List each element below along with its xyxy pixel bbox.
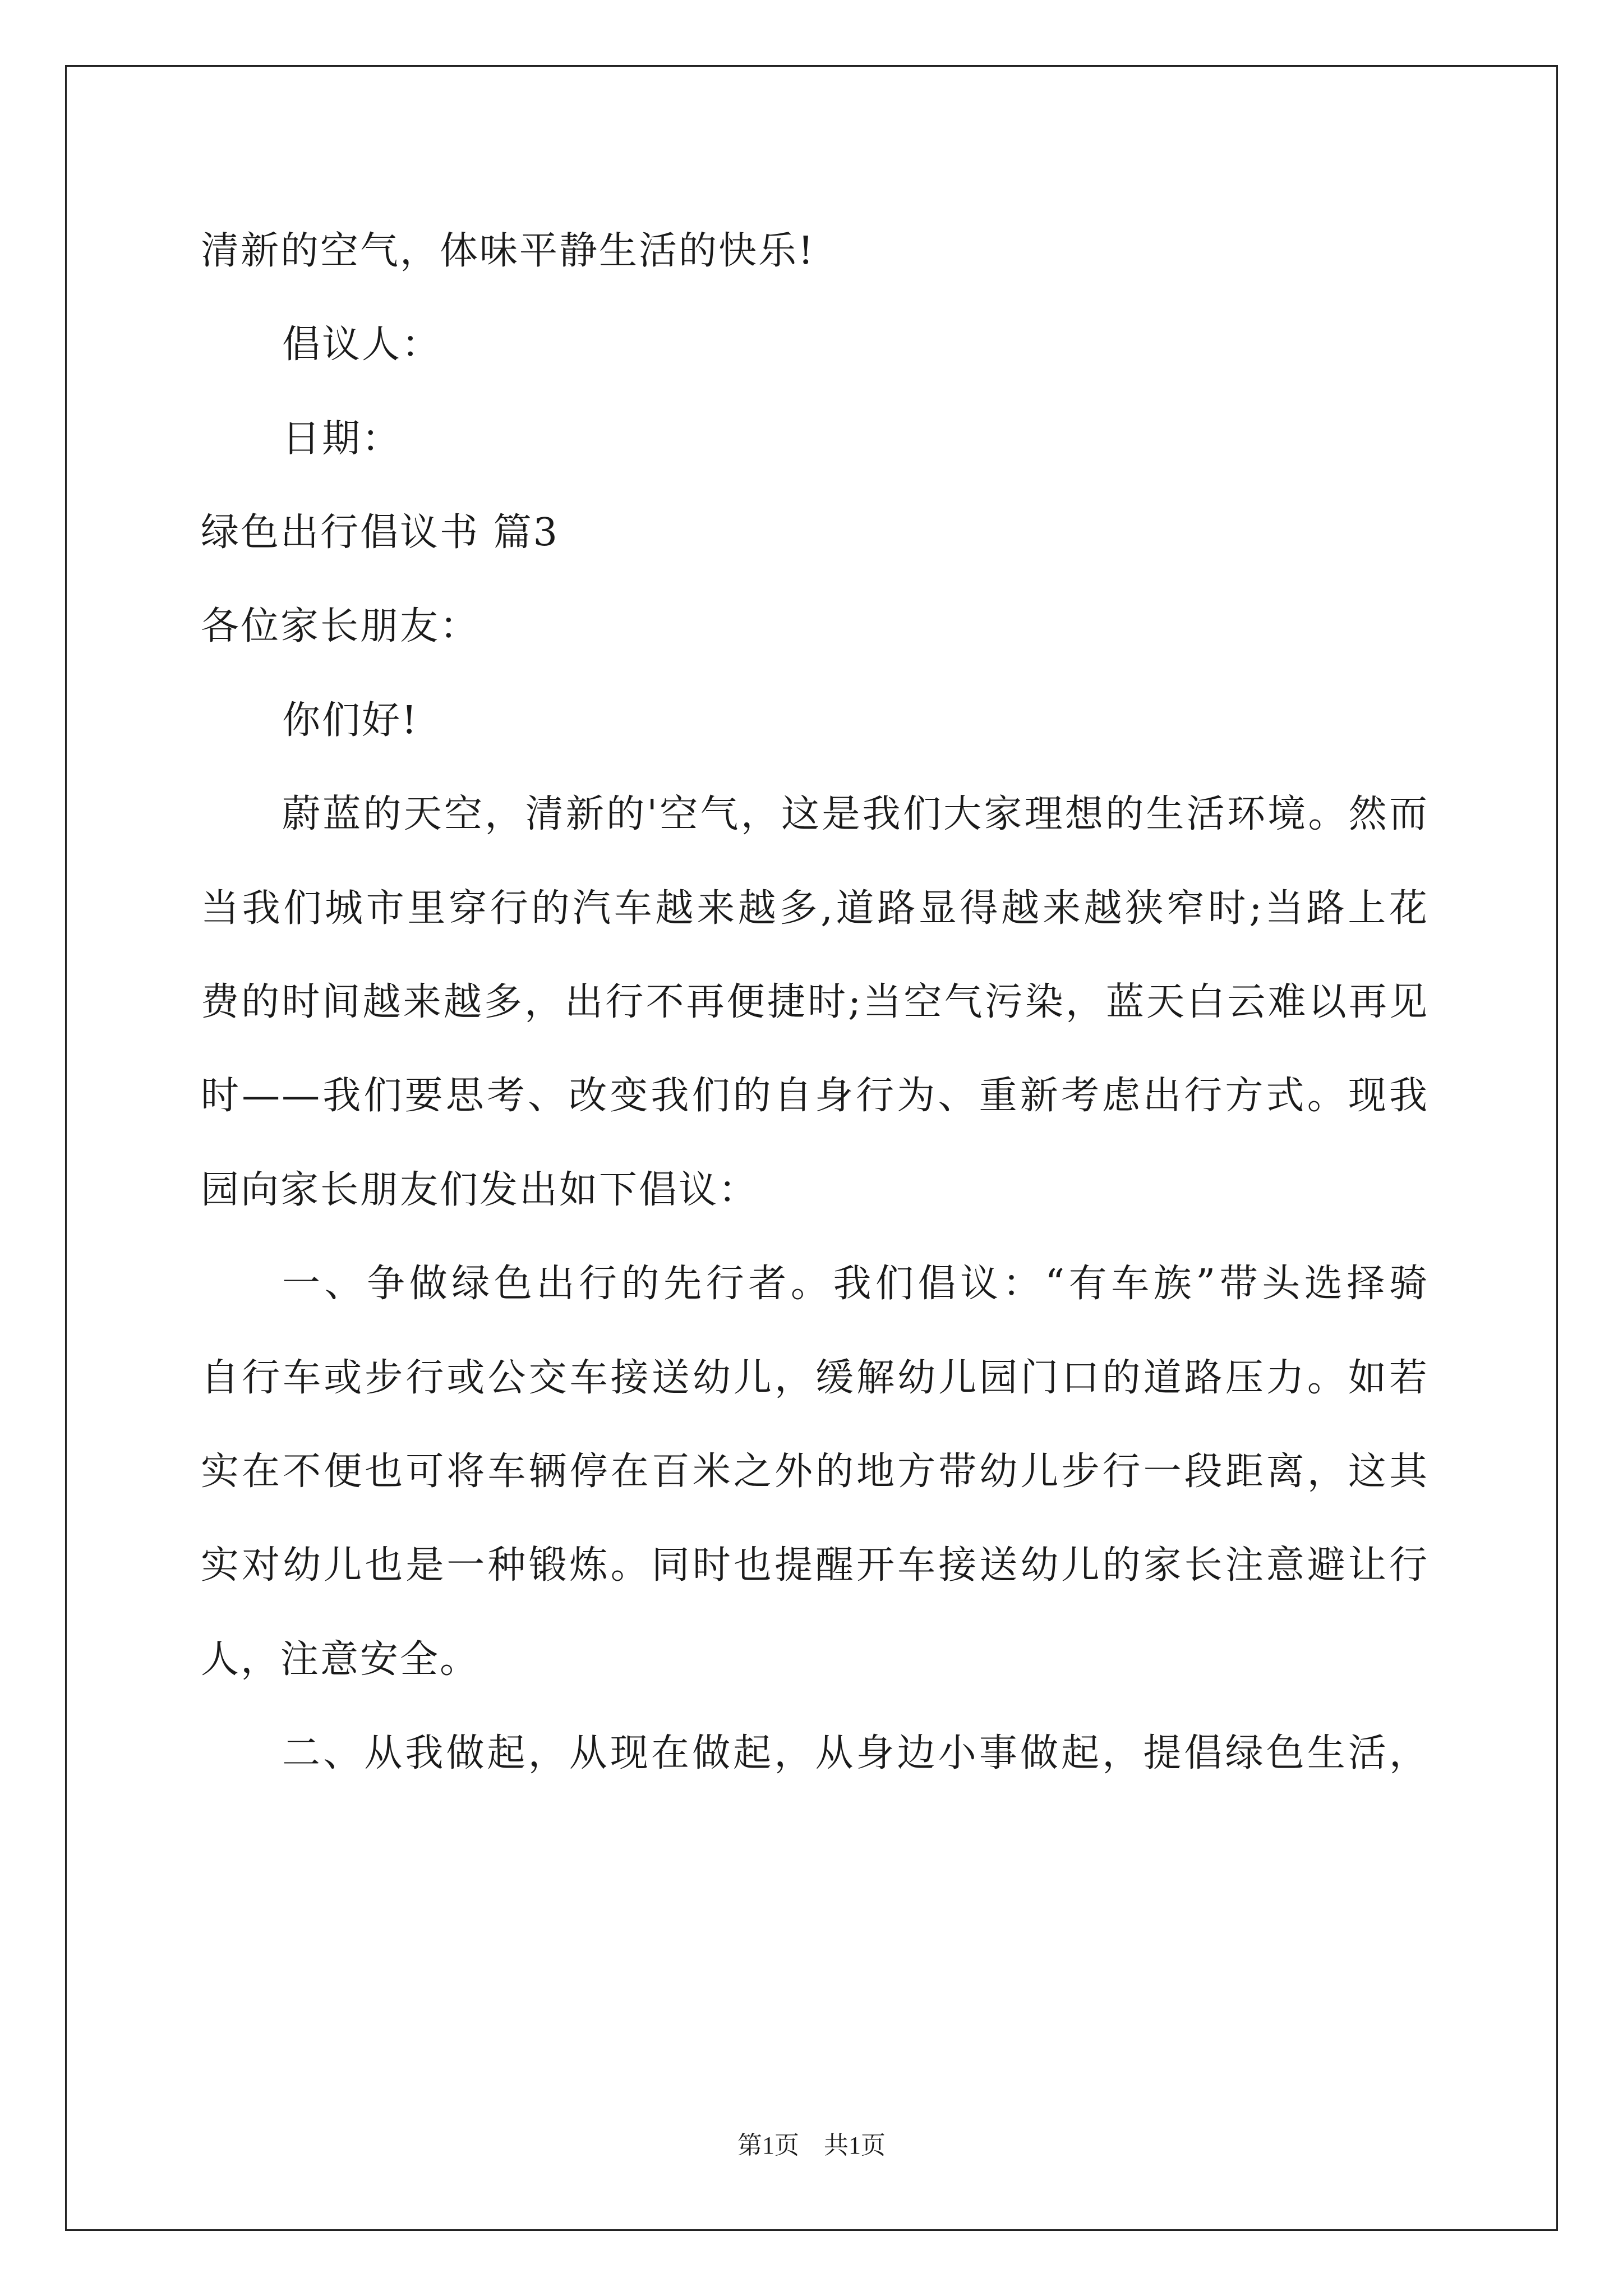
date-label: 日期： <box>282 417 402 461</box>
paragraph-line: 二、从我做起，从现在做起，从身边小事做起，提倡绿色生活， <box>282 1731 1429 1775</box>
paragraph-line: 实在不便也可将车辆停在百米之外的地方带幼儿步行一段距离，这其 <box>201 1450 1429 1494</box>
page-border <box>65 65 1558 2231</box>
salutation: 各位家长朋友： <box>201 604 480 648</box>
page-footer: 第1页 共1页 <box>737 2132 886 2159</box>
paragraph-line: 费的时间越来越多，出行不再便捷时;当空气污染，蓝天白云难以再见 <box>201 980 1429 1024</box>
greeting: 你们好! <box>282 698 419 743</box>
paragraph-line: 自行车或步行或公交车接送幼儿，缓解幼儿园门口的道路压力。如若 <box>201 1356 1429 1400</box>
paragraph-line: 实对幼儿也是一种锻炼。同时也提醒开车接送幼儿的家长注意避让行 <box>201 1543 1429 1588</box>
paragraph-line: 一、争做绿色出行的先行者。我们倡议：“有车族”带头选择骑 <box>282 1262 1429 1306</box>
paragraph-line: 清新的空气，体味平静生活的快乐! <box>201 229 815 273</box>
paragraph-line: 当我们城市里穿行的汽车越来越多,道路显得越来越狭窄时;当路上花 <box>201 886 1429 931</box>
paragraph-line: 时——我们要思考、改变我们的自身行为、重新考虑出行方式。现我 <box>201 1074 1429 1118</box>
paragraph-line: 人，注意安全。 <box>201 1637 480 1682</box>
initiator-label: 倡议人： <box>282 323 442 367</box>
paragraph-line: 蔚蓝的天空，清新的'空气，这是我们大家理想的生活环境。然而 <box>282 792 1429 836</box>
paragraph-line: 园向家长朋友们发出如下倡议： <box>201 1168 759 1212</box>
section-heading: 绿色出行倡议书 篇3 <box>201 510 559 555</box>
